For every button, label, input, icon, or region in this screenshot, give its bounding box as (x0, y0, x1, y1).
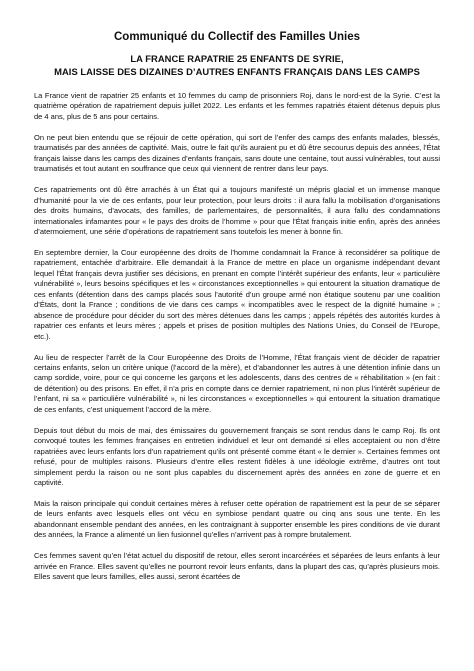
document-title: Communiqué du Collectif des Familles Unies (113, 31, 360, 43)
paragraph: En septembre dernier, la Cour européenne des droits de l’homme condamnait la France à reconsidérer sa politique de rapatriement, entachée d’arbitraire. Elle demandait à la France de mettre en place un organisme indépendant devant lequel l’État français devra justifier ses décisions, en prenant en compte l’intérêt supérieur des enfants, leur « particulière vulnérabilité », leurs besoins spécifiques et les « circonstances exceptionnelles » qui entourent la situation dramatique de ces enfants (détention dans des camps placés sous l’autorité d’un groupe armé non étatique soutenu par une coalition d’États, dont la France ; conditions de vie dans ces camps « incompatibles avec le respect de la dignité humaine » ; absence de procédure pour décider du sort des mères détenues dans les camps ; appels répétés des autorités kurdes à rapatrier ces enfants et leurs mères ; appels et prises de position multiples des Nations Unies, du Conseil de l’Europe, etc.). (34, 247, 440, 341)
paragraph: Ces rapatriements ont dû être arrachés à un État qui a toujours manifesté un mépris glacial et un immense manque d’humanité pour la vie de ces enfants, pour leur protection, pour leurs droits : il aura fallu la mobilisation d’organisations des droits humains, d’avocats, des familles, de parlementaires, de personnalités, il aura fallu des condamnations internationales infamantes pour « le pays des droits de l’homme » pour que l’État français initie enfin, après des années d’atermoiement, une série d’opérations de rapatriement sans toutefois les mener à bonne fin. (34, 185, 440, 236)
headline-line-1: LA FRANCE RAPATRIE 25 ENFANTS DE SYRIE, (130, 53, 344, 64)
paragraph: Ces femmes savent qu’en l’état actuel du dispositif de retour, elles seront incarcérées et séparées de leurs enfants à leur arrivée en France. Elles savent qu’elles ne pourront revoir leurs enfants, dans la plupart des cas, qu’après plusieurs mois. Elles savent que leurs familles, elles aussi, seront écartées de (34, 551, 440, 582)
paragraph: Mais la raison principale qui conduit certaines mères à refuser cette opération de rapatriement est la peur de se séparer de leurs enfants avec lesquels elles ont vécu en symbiose pendant quatre ou cinq ans sous une tente. En les abandonnant ensemble pendant des années, en les contraignant à supporter ensemble les pires conditions de vie durant des années, la France a alimenté un lien fusionnel qu’elles n’arrivent pas à rompre brutalement. (34, 498, 440, 540)
paragraph: La France vient de rapatrier 25 enfants et 10 femmes du camp de prisonniers Roj, dans le nord-est de la Syrie. C’est la quatrième opération de rapatriement depuis juillet 2022. Les enfants et les femmes rapatriés étaient détenus depuis plus de 4 ans, plus de 5 ans pour certains. (34, 91, 440, 121)
paragraph: Au lieu de respecter l’arrêt de la Cour Européenne des Droits de l’Homme, l’État français vient de décider de rapatrier certains enfants, selon un critère unique (l’accord de la mère), et d’abandonner les autres à une détention infinie dans un camp sordide, voire, pour ce qui concerne les garçons et les adolescents, dans des centres de « réhabilitation » (en fait : de détention) ou des prisons. En effet, il n’a pris en compte dans ce dernier rapatriement, ni non plus l’intérêt supérieur de l’enfant, ni sa « particulière vulnérabilité », ni les circonstances « exceptionnelles » qui entourent la situation dramatique de ces enfants, c’est uniquement l’accord de la mère. (34, 352, 440, 414)
paragraph: Depuis tout début du mois de mai, des émissaires du gouvernement français se sont rendus dans le camp Roj. Ils ont convoqué toutes les femmes françaises en entretien individuel et leur ont demandé si elles acceptaient ou non d’être rapatriées avec leurs enfants lors d’un rapatriement qu’ils ont présenté comme étant « le dernier ». Certaines femmes ont refusé, pour de multiples raisons. Plusieurs d’entre elles restent fidèles à une idéologie extrême, d’autres ont tout simplement perdu la raison ou ne sont plus capables du discernement après des années en zone de guerre et en captivité. (34, 425, 440, 487)
document-body (34, 91, 440, 583)
headline-line-2: MAIS LAISSE DES DIZAINES D’AUTRES ENFANTS FRANÇAIS DANS LES CAMPS (54, 66, 420, 77)
press-release-headline (34, 52, 440, 78)
paragraph: On ne peut bien entendu que se réjouir de cette opération, qui sort de l’enfer des camps des enfants malades, blessés, traumatisés par des années de captivité. Mais, outre le fait qu’ils auraient pu et dû être secourus depuis des années, l’État français laisse dans les camps des dizaines d’enfants français, sans doute une centaine, tout aussi vulnérables, tout aussi traumatisés et tout autant en souffrance que ceux qui viennent de rentrer dans leur pays. (34, 132, 440, 174)
